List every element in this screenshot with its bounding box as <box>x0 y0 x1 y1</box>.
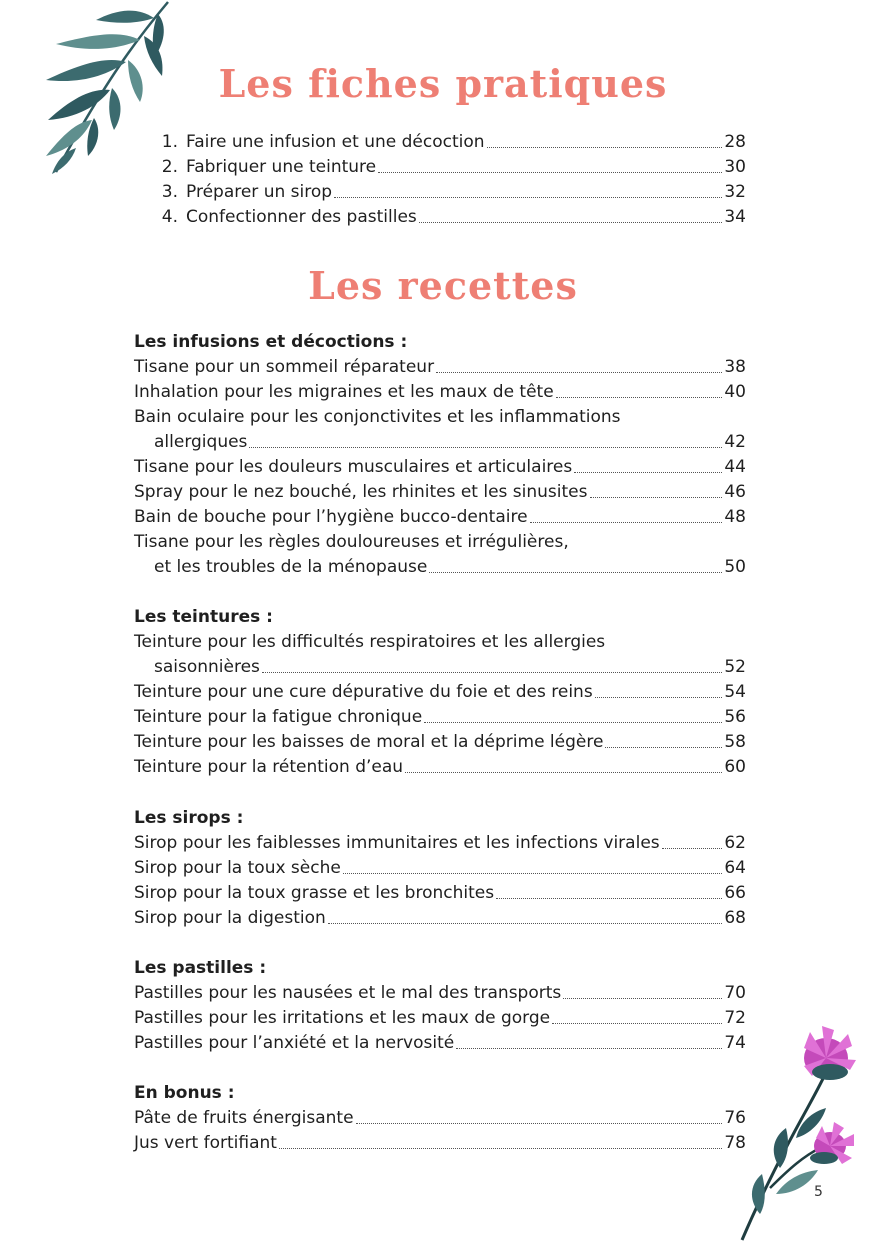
toc-entry[interactable] <box>134 906 746 931</box>
toc-entry[interactable] <box>154 155 746 180</box>
entry-label: Sirop pour la toux sèche <box>134 858 341 878</box>
entry-label: Teinture pour la fatigue chronique <box>134 707 423 727</box>
toc-entry[interactable] <box>134 730 746 755</box>
entry-page: 50 <box>724 557 746 577</box>
entry-label: Confectionner des pastilles <box>186 207 417 227</box>
toc-entry[interactable] <box>134 1131 746 1156</box>
section-heading: En bonus : <box>134 1083 235 1103</box>
dot-leader <box>262 672 722 673</box>
entry-page: 74 <box>724 1033 746 1053</box>
entry-page: 38 <box>724 357 746 377</box>
entry-page: 58 <box>724 732 746 752</box>
dot-leader <box>487 147 723 148</box>
section-title-fiches: Les fiches pratiques <box>218 61 668 106</box>
dot-leader <box>436 372 722 373</box>
dot-leader <box>328 923 723 924</box>
entry-page: 76 <box>724 1108 746 1128</box>
toc-entry[interactable] <box>134 355 746 380</box>
entry-page: 56 <box>724 707 746 727</box>
entry-label: Inhalation pour les migraines et les maux de tête <box>134 382 554 402</box>
toc-entry[interactable] <box>134 455 746 480</box>
teintures-section <box>134 605 746 780</box>
entry-page: 68 <box>724 908 746 928</box>
pastilles-section <box>134 956 746 1056</box>
entry-page: 28 <box>724 132 746 152</box>
entry-page: 42 <box>724 432 746 452</box>
entry-page: 40 <box>724 382 746 402</box>
toc-entry[interactable] <box>134 680 746 705</box>
toc-entry[interactable] <box>134 505 746 530</box>
entry-label: Teinture pour une cure dépurative du foie et des reins <box>134 682 593 702</box>
dot-leader <box>334 197 722 198</box>
toc-entry[interactable] <box>134 705 746 730</box>
entry-page: 52 <box>724 657 746 677</box>
toc-entry[interactable] <box>134 1106 746 1131</box>
section-heading: Les pastilles : <box>134 958 267 978</box>
dot-leader <box>279 1148 722 1149</box>
entry-number: 1. <box>161 132 178 152</box>
entry-label: Teinture pour les baisses de moral et la déprime légère <box>134 732 604 752</box>
flower-head-top <box>804 1026 856 1080</box>
toc-entry[interactable] <box>134 755 746 780</box>
entry-label: Faire une infusion et une décoction <box>186 132 485 152</box>
dot-leader <box>556 397 723 398</box>
section-heading: Les infusions et décoctions : <box>134 332 408 352</box>
entry-label: Spray pour le nez bouché, les rhinites et les sinusites <box>134 482 588 502</box>
toc-entry[interactable] <box>134 981 746 1006</box>
dot-leader <box>429 572 722 573</box>
bonus-section <box>134 1081 746 1156</box>
dot-leader <box>456 1048 722 1049</box>
entry-label: Teinture pour la rétention d’eau <box>134 757 404 777</box>
fiches-list <box>154 130 746 230</box>
entry-label-line1[interactable]: Tisane pour les règles douloureuses et irrégulières, <box>134 532 569 552</box>
entry-label: Pastilles pour les irritations et les maux de gorge <box>134 1008 551 1028</box>
dot-leader <box>595 697 723 698</box>
toc-entry[interactable] <box>134 881 746 906</box>
entry-page: 72 <box>724 1008 746 1028</box>
section-title-recettes: Les recettes <box>308 263 578 308</box>
dot-leader <box>249 447 722 448</box>
toc-entry[interactable] <box>154 130 746 155</box>
entry-label: Jus vert fortifiant <box>134 1133 277 1153</box>
entry-label: Tisane pour les douleurs musculaires et articulaires <box>134 457 573 477</box>
flower-head-bottom <box>810 1122 854 1164</box>
entry-label: Tisane pour un sommeil réparateur <box>134 357 435 377</box>
toc-entry[interactable] <box>134 856 746 881</box>
flower-illustration <box>730 1018 860 1241</box>
section-heading: Les teintures : <box>134 607 273 627</box>
entry-number: 4. <box>161 207 178 227</box>
entry-label: Pastilles pour l’anxiété et la nervosité <box>134 1033 455 1053</box>
entry-label-line2: allergiques <box>154 432 248 452</box>
entry-label-line1[interactable]: Teinture pour les difficultés respiratoires et les allergies <box>134 632 606 652</box>
entry-number: 3. <box>161 182 178 202</box>
entry-label: Préparer un sirop <box>186 182 333 202</box>
entry-page: 34 <box>724 207 746 227</box>
entry-label: Sirop pour la digestion <box>134 908 326 928</box>
entry-page: 54 <box>724 682 746 702</box>
infusions-section <box>134 330 746 580</box>
entry-label: Bain de bouche pour l’hygiène bucco-dentaire <box>134 507 528 527</box>
sirops-section <box>134 806 746 931</box>
entry-label: Fabriquer une teinture <box>186 157 377 177</box>
entry-label: Sirop pour la toux grasse et les bronchites <box>134 883 495 903</box>
dot-leader <box>530 522 723 523</box>
toc-entry[interactable] <box>134 430 746 455</box>
entry-label-line2: et les troubles de la ménopause <box>154 557 428 577</box>
entry-page: 32 <box>724 182 746 202</box>
dot-leader <box>605 747 722 748</box>
entry-page: 64 <box>724 858 746 878</box>
entry-label: Pâte de fruits énergisante <box>134 1108 354 1128</box>
page-number: 5 <box>814 1184 823 1200</box>
dot-leader <box>356 1123 723 1124</box>
toc-entry[interactable] <box>134 655 746 680</box>
entry-page: 60 <box>724 757 746 777</box>
entry-number: 2. <box>161 157 178 177</box>
dot-leader <box>552 1023 722 1024</box>
dot-leader <box>590 497 723 498</box>
entry-page: 70 <box>724 983 746 1003</box>
toc-entry[interactable] <box>154 180 746 205</box>
toc-entry[interactable] <box>134 380 746 405</box>
entry-label: Pastilles pour les nausées et le mal des transports <box>134 983 562 1003</box>
toc-entry[interactable] <box>134 1006 746 1031</box>
dot-leader <box>419 222 723 223</box>
dot-leader <box>563 998 722 999</box>
dot-leader <box>496 898 722 899</box>
dot-leader <box>405 772 722 773</box>
toc-entry[interactable] <box>134 555 746 580</box>
toc-entry[interactable] <box>134 831 746 856</box>
entry-label: Sirop pour les faiblesses immunitaires et les infections virales <box>134 833 660 853</box>
entry-page: 48 <box>724 507 746 527</box>
entry-page: 30 <box>724 157 746 177</box>
toc-entry[interactable] <box>134 480 746 505</box>
toc-entry[interactable] <box>134 1031 746 1056</box>
entry-page: 78 <box>724 1133 746 1153</box>
entry-page: 62 <box>724 833 746 853</box>
dot-leader <box>662 848 723 849</box>
dot-leader <box>424 722 722 723</box>
dot-leader <box>343 873 723 874</box>
dot-leader <box>378 172 722 173</box>
entry-label-line1[interactable]: Bain oculaire pour les conjonctivites et les inflammations <box>134 407 621 427</box>
entry-page: 44 <box>724 457 746 477</box>
entry-page: 46 <box>724 482 746 502</box>
entry-page: 66 <box>724 883 746 903</box>
entry-label-line2: saisonnières <box>154 657 260 677</box>
toc-entry[interactable] <box>154 205 746 230</box>
dot-leader <box>574 472 722 473</box>
section-heading: Les sirops : <box>134 808 244 828</box>
